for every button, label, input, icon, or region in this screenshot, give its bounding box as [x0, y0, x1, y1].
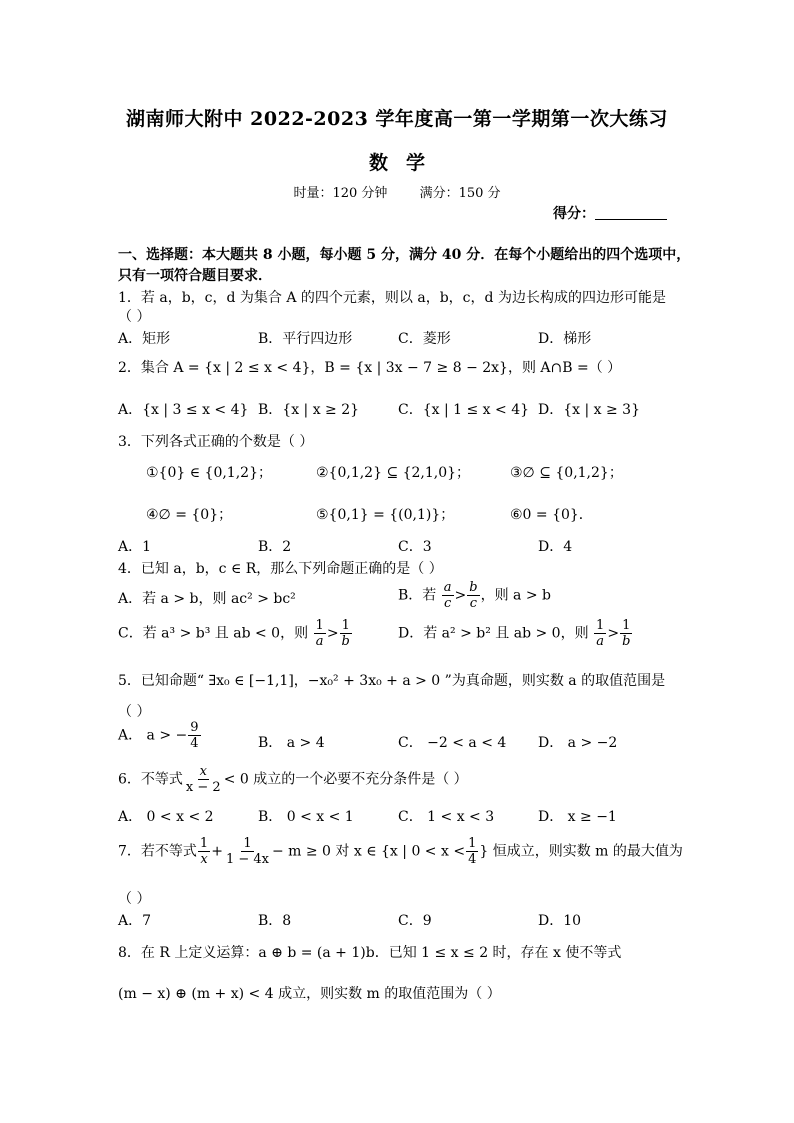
- q5-option-c[interactable]: C． −2 < a < 4: [398, 735, 507, 751]
- q1-option-d[interactable]: D．梯形: [538, 331, 592, 347]
- q3-option-d[interactable]: D．4: [538, 539, 573, 555]
- q2-option-c[interactable]: C．{x | 1 ≤ x < 4}: [398, 402, 530, 418]
- fraction-1-over-a: $\frac{1}{a}$: [596, 618, 605, 649]
- q4-options-row2: [118, 618, 678, 654]
- q2-option-a[interactable]: A．{x | 3 ≤ x < 4}: [118, 402, 249, 418]
- q1-option-a[interactable]: A．矩形: [118, 331, 171, 347]
- fraction-1-over-b: $\frac{1}{b}$: [622, 618, 631, 649]
- q7-option-a[interactable]: A．7: [118, 913, 152, 929]
- q5-option-d[interactable]: D． a > −2: [538, 735, 618, 751]
- q2-option-b[interactable]: B．{x | x ≥ 2}: [258, 402, 360, 418]
- q4-option-c[interactable]: C．若 a³ > b³ 且 ab < 0，则 $\frac{1}{a}$ > $\frac{1}{b}$: [118, 618, 350, 649]
- exam-title: 湖南师大附中 2022-2023 学年度高一第一学期第一次大练习: [126, 108, 668, 130]
- q6-option-a[interactable]: A． 0 < x < 2: [118, 809, 214, 825]
- section-heading-line1: 一、选择题：本大题共 8 小题，每小题 5 分，满分 40 分．在每个小题给出的四个选项中，: [118, 247, 691, 263]
- q5-option-b[interactable]: B． a > 4: [258, 735, 325, 751]
- q4-option-d[interactable]: D．若 a² > b² 且 ab > 0，则 $\frac{1}{a}$ > $\frac{1}{b}$: [398, 618, 631, 649]
- subject-title: 数学: [368, 152, 443, 174]
- section-heading-line2: 只有一项符合题目要求．: [118, 268, 272, 284]
- fraction-a-over-c: $\frac{a}{c}$: [443, 580, 452, 611]
- q2-option-d[interactable]: D．{x | x ≥ 3}: [538, 402, 640, 418]
- q4-option-b-prefix: B．若: [398, 587, 437, 604]
- q4-option-b[interactable]: B．若 $\frac{a}{c}$ > $\frac{b}{c}$ ，则 a > b: [398, 580, 551, 611]
- score-blank[interactable]: [595, 205, 667, 220]
- q4-option-b-suffix: ，则 a > b: [480, 587, 551, 604]
- fraction-x-over-x-minus-2: $\frac{x}{x - 2}$: [185, 764, 221, 795]
- q3-option-a[interactable]: A．1: [118, 539, 152, 555]
- q1-option-b[interactable]: B．平行四边形: [258, 331, 353, 347]
- q8-stem-line2: (m − x) ⊕ (m + x) < 4 成立，则实数 m 的取值范围为（ ）: [118, 986, 501, 1002]
- q4-stem: 4．已知 a，b，c ∈ R，那么下列命题正确的是（ ）: [118, 561, 443, 577]
- q7-paren: （ ）: [118, 891, 151, 907]
- exam-timing: [0, 182, 794, 201]
- q7-option-c[interactable]: C．9: [398, 913, 432, 929]
- q7-option-d[interactable]: D．10: [538, 913, 582, 929]
- q4-option-c-prefix: C．若 a³ > b³ 且 ab < 0，则: [118, 625, 309, 642]
- fraction-1-over-x: $\frac{1}{x}$: [199, 836, 209, 867]
- q4-option-d-prefix: D．若 a² > b² 且 ab > 0，则: [398, 625, 589, 642]
- q5-paren: （ ）: [118, 704, 151, 720]
- q3-item-4: ④∅ = {0}；: [146, 507, 233, 523]
- q3-item-2: ②{0,1,2} ⊆ {2,1,0}；: [316, 465, 471, 481]
- score-label: 得分：: [553, 206, 595, 222]
- q3-stem: 3．下列各式正确的个数是（ ）: [118, 434, 314, 450]
- q6-option-d[interactable]: D． x ≥ −1: [538, 809, 617, 825]
- fraction-9-over-4: $\frac{9}{4}$: [190, 720, 199, 751]
- q3-option-b[interactable]: B．2: [258, 539, 292, 555]
- q3-item-6: ⑥0 = {0}．: [510, 507, 593, 523]
- time-limit: 时量：120 分钟: [293, 186, 388, 201]
- q4-options-row1: [118, 580, 678, 616]
- q7-option-b[interactable]: B．8: [258, 913, 292, 929]
- q1-stem: 1．若 a，b，c，d 为集合 A 的四个元素，则以 a，b，c，d 为边长构成的四边形可能是: [118, 290, 666, 306]
- q6-option-b[interactable]: B． 0 < x < 1: [258, 809, 354, 825]
- q3-item-3: ③∅ ⊆ {0,1,2}；: [510, 465, 623, 481]
- q5-stem: 5．已知命题“ ∃x₀ ∈ [−1,1]，−x₀² + 3x₀ + a > 0 ”为真命题，则实数 a 的取值范围是: [118, 673, 666, 689]
- q4-option-a[interactable]: A．若 a > b，则 ac² > bc²: [118, 591, 296, 607]
- q2-stem: 2．集合 A = {x | 2 ≤ x < 4}，B = {x | 3x − 7 ≥ 8 − 2x}，则 A∩B =（ ）: [118, 360, 622, 376]
- fraction-1-over-a: $\frac{1}{a}$: [315, 618, 324, 649]
- q1-option-c[interactable]: C．菱形: [398, 331, 451, 347]
- q6-stem: 6．不等式 $\frac{x}{x - 2}$ < 0 成立的一个必要不充分条件是（ ）: [118, 764, 468, 795]
- q7-stem: 7．若不等式 $\frac{1}{x}$ + $\frac{1}{1 - 4x}$ − m ≥ 0 对 x ∈ {x | 0 < x < $\frac{1}{4}$ } 恒成立，则实数 m 的最大值为: [118, 836, 683, 867]
- q5-options: [118, 720, 678, 758]
- fraction-1-over-1-minus-4x: $\frac{1}{1 - 4x}$: [225, 836, 269, 867]
- q1-paren: （ ）: [118, 309, 151, 325]
- q8-stem-line1: 8．在 R 上定义运算：a ⊕ b = (a + 1)b．已知 1 ≤ x ≤ 2 时，存在 x 使不等式: [118, 945, 622, 961]
- full-score: 满分：150 分: [419, 186, 501, 201]
- q5-option-a[interactable]: [118, 720, 202, 751]
- q3-item-1: ①{0} ∈ {0,1,2}；: [146, 465, 272, 481]
- score-field[interactable]: [553, 203, 667, 223]
- q3-item-5: ⑤{0,1} = {(0,1)}；: [316, 507, 455, 523]
- fraction-1-over-b: $\frac{1}{b}$: [341, 618, 350, 649]
- q6-option-c[interactable]: C． 1 < x < 3: [398, 809, 495, 825]
- fraction-b-over-c: $\frac{b}{c}$: [469, 580, 478, 611]
- q3-option-c[interactable]: C．3: [398, 539, 432, 555]
- q5-option-a-prefix: A． a > −: [118, 727, 188, 744]
- fraction-1-over-4: $\frac{1}{4}$: [468, 836, 477, 867]
